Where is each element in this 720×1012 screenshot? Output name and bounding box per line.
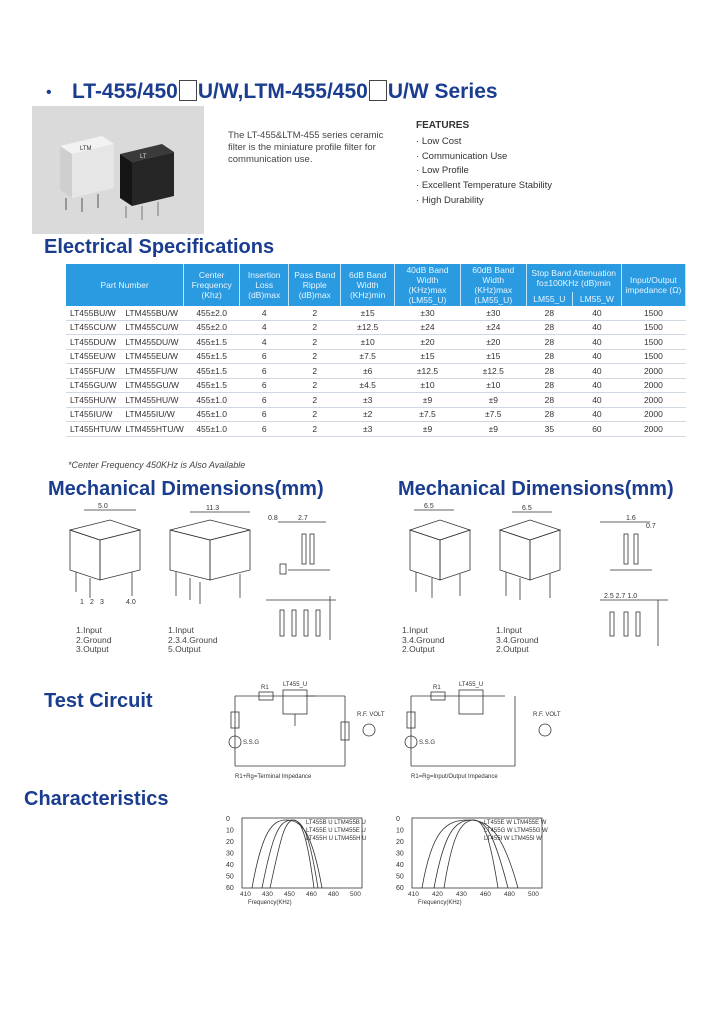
spec-row	[66, 335, 686, 350]
y-tick-label: 20	[396, 839, 404, 846]
features-list	[416, 120, 552, 208]
spec-cell: 1500	[621, 306, 685, 320]
spec-cell: 28	[526, 320, 572, 335]
pin-number: 3	[100, 599, 104, 606]
spec-cell: 2	[289, 364, 341, 379]
spec-cell: 28	[526, 349, 572, 364]
spec-cell: 40	[573, 306, 622, 320]
spec-cell: 2	[289, 393, 341, 408]
mechanical-heading-right: Mechanical Dimensions(mm)	[398, 478, 674, 500]
spec-cell: 4	[240, 335, 289, 350]
test-circuit-diagrams	[215, 676, 575, 782]
legend-right: LT455E W LTM455E W	[484, 820, 547, 826]
pin-caption-left: 1.Input 2.Ground 3.Output	[76, 625, 112, 654]
y-tick-label: 20	[226, 839, 234, 846]
y-tick-label: 30	[226, 850, 234, 858]
dim-label: 0.8	[268, 515, 278, 522]
ssg-label-right: S.S.G	[419, 740, 436, 746]
spec-cell: ±15	[460, 349, 526, 364]
spec-cell: LTM455EU/W	[121, 349, 183, 364]
characteristics-heading: Characteristics	[24, 788, 169, 810]
x-axis-label-right: Frequency(KHz)	[418, 900, 462, 906]
spec-cell: 1500	[621, 335, 685, 350]
spec-row	[66, 378, 686, 393]
feature-item: · Low Cost	[416, 135, 552, 150]
title-blank-box	[179, 80, 197, 101]
spec-cell: 6	[240, 407, 289, 422]
title-bullet: •	[46, 84, 52, 101]
dim-label: 6.5	[522, 505, 532, 512]
spec-cell: 40	[573, 364, 622, 379]
x-tick-label: 460	[306, 891, 317, 898]
x-tick-label: 430	[262, 891, 273, 898]
spec-cell: ±3	[341, 422, 395, 437]
spec-cell: 2000	[621, 422, 685, 437]
spec-cell: ±12.5	[395, 364, 461, 379]
spec-cell: LTM455GU/W	[121, 378, 183, 393]
dim-label: 5.0	[98, 503, 108, 510]
mechanical-drawings	[40, 500, 700, 660]
spec-cell: ±15	[395, 349, 461, 364]
spec-cell: 455±2.0	[184, 320, 240, 335]
spec-cell: LT455HTU/W	[66, 422, 121, 437]
spec-row	[66, 393, 686, 408]
col-stop: Stop Band Attenuation fo±100KHz (dB)min	[526, 264, 621, 292]
spec-cell: 2	[289, 378, 341, 393]
x-tick-label: 480	[328, 891, 339, 898]
intro-text: The LT-455&LTM-455 series ceramic filter is the miniature profile filter for communication use.	[228, 130, 384, 165]
col-impedance: Input/Output impedance (Ω)	[621, 264, 685, 306]
y-tick-label: 60	[396, 885, 404, 892]
spec-cell: 455±1.0	[184, 407, 240, 422]
x-tick-label: 420	[432, 891, 443, 898]
dim-label: 11.3	[206, 505, 220, 512]
spec-cell: 2	[289, 306, 341, 320]
legend-left: LT455B U LTM455B U	[306, 820, 366, 826]
spec-cell: ±7.5	[395, 407, 461, 422]
spec-cell: ±12.5	[460, 364, 526, 379]
spec-cell: 1500	[621, 320, 685, 335]
spec-cell: 2000	[621, 393, 685, 408]
spec-cell: 2	[289, 422, 341, 437]
spec-cell: ±6	[341, 364, 395, 379]
spec-row	[66, 364, 686, 379]
spec-cell: ±10	[395, 378, 461, 393]
spec-cell: 455±1.0	[184, 422, 240, 437]
dim-label: 4.0	[126, 599, 136, 606]
y-tick-label: 40	[226, 862, 234, 869]
spec-cell: LTM455HTU/W	[121, 422, 183, 437]
spec-cell: 28	[526, 393, 572, 408]
spec-cell: 6	[240, 349, 289, 364]
feature-item: · Communication Use	[416, 150, 552, 165]
col-bw60: 60dB Band Width (KHz)max (LM55_U)	[460, 264, 526, 306]
r1-label: R1	[261, 685, 269, 691]
legend-left: LT455E U LTM455E U	[306, 828, 366, 834]
spec-cell: ±12.5	[341, 320, 395, 335]
dim-label: 2.7	[298, 515, 308, 522]
pin-caption-left-b: 1.Input 2.3.4.Ground 5.Output	[168, 625, 218, 654]
spec-cell: LT455EU/W	[66, 349, 121, 364]
spec-cell: 2	[289, 335, 341, 350]
spec-table	[66, 264, 686, 437]
spec-cell: 28	[526, 407, 572, 422]
characteristic-curves	[222, 812, 562, 912]
y-tick-label: 50	[396, 873, 404, 881]
spec-cell: ±30	[460, 306, 526, 320]
spec-cell: 28	[526, 335, 572, 350]
spec-cell: ±9	[395, 422, 461, 437]
pin-caption-right: 1.Input 3.4.Ground 2.Output	[402, 625, 445, 654]
x-tick-label: 500	[528, 891, 539, 898]
spec-cell: 28	[526, 364, 572, 379]
x-tick-label: 450	[284, 891, 295, 898]
spec-cell: LT455GU/W	[66, 378, 121, 393]
feature-item: · Excellent Temperature Stability	[416, 179, 552, 194]
y-tick-label: 30	[396, 850, 404, 858]
rf-label: R.F. VOLT	[357, 712, 385, 718]
col-part: Part Number	[66, 264, 184, 306]
legend-right: LT455G W LTM455G W	[484, 828, 548, 834]
title-blank-box-2	[369, 80, 387, 101]
pin-caption-right-b: 1.Input 3.4.Ground 2.Output	[496, 625, 539, 654]
spec-cell: ±10	[341, 335, 395, 350]
spec-cell: LTM455IU/W	[121, 407, 183, 422]
spec-cell: 2	[289, 349, 341, 364]
spec-cell: ±3	[341, 393, 395, 408]
spec-cell: ±20	[395, 335, 461, 350]
spec-cell: 28	[526, 378, 572, 393]
spec-cell: 2	[289, 320, 341, 335]
spec-cell: 2000	[621, 364, 685, 379]
spec-cell: ±9	[395, 393, 461, 408]
spec-cell: 455±1.5	[184, 349, 240, 364]
spec-row	[66, 320, 686, 335]
col-stop-b: LM55_W	[573, 292, 622, 306]
spec-cell: 35	[526, 422, 572, 437]
col-stop-a: LM55_U	[526, 292, 572, 306]
circuit-caption-left: R1+Rg=Terminal Impedance	[235, 774, 312, 780]
spec-cell: LT455IU/W	[66, 407, 121, 422]
filter-label-right: LT455_U	[459, 682, 484, 688]
spec-cell: 6	[240, 378, 289, 393]
spec-cell: 2000	[621, 378, 685, 393]
col-bw6: 6dB Band Width (KHz)min	[341, 264, 395, 306]
spec-cell: 40	[573, 393, 622, 408]
spec-cell: 40	[573, 349, 622, 364]
x-tick-label: 430	[456, 891, 467, 898]
spec-row	[66, 407, 686, 422]
feature-item: · High Durability	[416, 194, 552, 209]
spec-row	[66, 422, 686, 437]
spec-cell: 4	[240, 320, 289, 335]
spec-cell: LT455BU/W	[66, 306, 121, 320]
dim-label: 0.7	[646, 523, 656, 530]
x-tick-label: 480	[504, 891, 515, 898]
y-tick-label: 50	[226, 873, 234, 881]
circuit-caption-right: R1=Rg=Input/Output Impedance	[411, 774, 498, 780]
legend-right: LT455I W LTM455I W	[484, 836, 542, 842]
x-tick-label: 410	[240, 891, 251, 898]
spec-cell: 28	[526, 306, 572, 320]
dim-label: 2.5 2.7 1.0	[604, 593, 638, 600]
pin-number: 1	[80, 599, 84, 606]
filter-label: LT455_U	[283, 682, 308, 688]
feature-item: · Low Profile	[416, 164, 552, 179]
svg-text:LTM: LTM	[80, 146, 92, 152]
page-title: LT-455/450 U/W,LTM-455/450 U/W Series	[72, 80, 498, 103]
r1-label-right: R1	[433, 685, 441, 691]
spec-cell: LTM455FU/W	[121, 364, 183, 379]
spec-cell: 6	[240, 393, 289, 408]
features-heading: FEATURES	[416, 120, 470, 131]
y-tick-label: 10	[396, 827, 404, 835]
test-circuit-heading: Test Circuit	[44, 690, 153, 712]
spec-cell: 6	[240, 422, 289, 437]
x-tick-label: 410	[408, 891, 419, 898]
spec-cell: ±2	[341, 407, 395, 422]
spec-row	[66, 306, 686, 320]
spec-cell: LTM455CU/W	[121, 320, 183, 335]
spec-cell: LT455HU/W	[66, 393, 121, 408]
ssg-label: S.S.G	[243, 740, 260, 746]
legend-left: LT455H U LTM455H U	[306, 836, 367, 842]
dim-label: 1.6	[626, 515, 636, 522]
spec-cell: ±4.5	[341, 378, 395, 393]
spec-cell: 60	[573, 422, 622, 437]
spec-cell: 2	[289, 407, 341, 422]
spec-cell: 2000	[621, 407, 685, 422]
svg-text:LT: LT	[140, 154, 147, 160]
col-ripple: Pass Band Ripple (dB)max	[289, 264, 341, 306]
spec-cell: 455±1.0	[184, 393, 240, 408]
spec-cell: ±10	[460, 378, 526, 393]
dim-label: 6.5	[424, 503, 434, 510]
spec-cell: 455±2.0	[184, 306, 240, 320]
spec-note: *Center Frequency 450KHz is Also Available	[68, 460, 246, 470]
product-photo	[32, 106, 204, 234]
pin-number: 2	[90, 599, 94, 606]
spec-cell: LTM455BU/W	[121, 306, 183, 320]
col-insertion: Insertion Loss (dB)max	[240, 264, 289, 306]
spec-cell: 40	[573, 407, 622, 422]
spec-cell: LT455DU/W	[66, 335, 121, 350]
x-axis-label: Frequency(KHz)	[248, 900, 292, 906]
rf-label-right: R.F. VOLT	[533, 712, 561, 718]
y-tick-label: 0	[226, 816, 230, 823]
spec-cell: ±9	[460, 393, 526, 408]
spec-cell: 1500	[621, 349, 685, 364]
spec-cell: 40	[573, 320, 622, 335]
spec-cell: 455±1.5	[184, 378, 240, 393]
spec-cell: ±15	[341, 306, 395, 320]
x-tick-label: 500	[350, 891, 361, 898]
spec-cell: ±24	[395, 320, 461, 335]
col-bw40: 40dB Band Width (KHz)max (LM55_U)	[395, 264, 461, 306]
y-tick-label: 40	[396, 862, 404, 869]
spec-cell: 40	[573, 335, 622, 350]
spec-cell: ±24	[460, 320, 526, 335]
y-tick-label: 60	[226, 885, 234, 892]
spec-cell: 455±1.5	[184, 335, 240, 350]
spec-cell: ±9	[460, 422, 526, 437]
spec-cell: ±20	[460, 335, 526, 350]
spec-cell: 40	[573, 378, 622, 393]
spec-cell: 6	[240, 364, 289, 379]
spec-cell: LTM455HU/W	[121, 393, 183, 408]
spec-cell: 455±1.5	[184, 364, 240, 379]
electrical-heading: Electrical Specifications	[44, 236, 275, 258]
x-tick-label: 460	[480, 891, 491, 898]
spec-row	[66, 349, 686, 364]
spec-cell: ±7.5	[460, 407, 526, 422]
spec-cell: ±30	[395, 306, 461, 320]
spec-cell: LTM455DU/W	[121, 335, 183, 350]
col-center: Center Frequency (Khz)	[184, 264, 240, 306]
mechanical-heading-left: Mechanical Dimensions(mm)	[48, 478, 324, 500]
spec-cell: 4	[240, 306, 289, 320]
spec-cell: LT455CU/W	[66, 320, 121, 335]
y-tick-label: 10	[226, 827, 234, 835]
spec-cell: LT455FU/W	[66, 364, 121, 379]
spec-cell: ±7.5	[341, 349, 395, 364]
y-tick-label: 0	[396, 816, 400, 823]
